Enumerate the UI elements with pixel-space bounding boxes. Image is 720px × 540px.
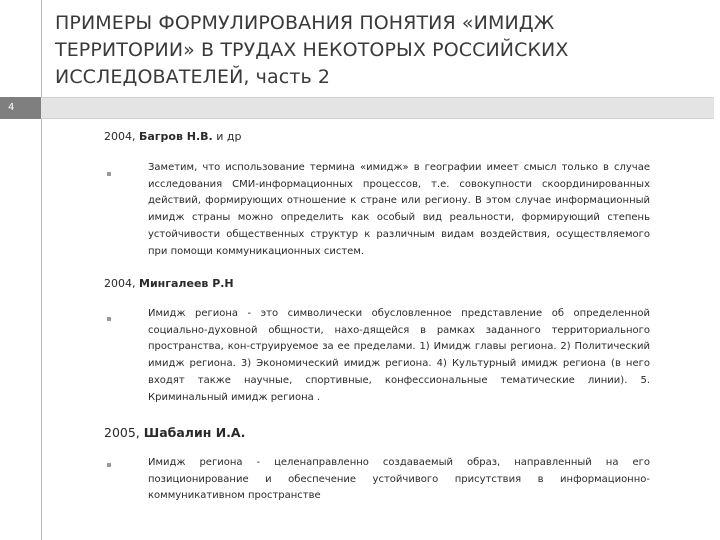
bullet-icon [107,463,111,467]
left-vertical-rule [41,0,42,540]
entry-author: Шабалин И.А. [143,425,246,440]
entry-year: 2004, [104,277,139,290]
entry-text: Заметим, что использование термина «имидж» в географии имеет смысл только в случае исследования СМИ-информационных процессов, т.е. совокупности скоординированных действий, формирующих отношение к стране или региону. В этом случае информационный имидж страны можно определить как особый вид реальности, формирующий степень устойчивости общественных структур к различным видам воздействия, осуществляемого при помощи коммуникационных систем. [148,162,650,257]
entry-year: 2005, [104,425,144,440]
band-bar [41,97,714,119]
slide-number-band [0,97,720,119]
bullet-icon [107,172,111,176]
entry-author: Багров Н.В. [139,130,213,143]
entry-text: Имидж региона - целенаправленно создаваемый образ, направленный на его позиционирование и обеспечение устойчивого присутствия в информационно-коммуникативном пространстве [148,457,650,502]
entry-suffix: и др [212,130,242,143]
slide-number: 4 [0,97,41,119]
entry-text: Имидж региона - это символически обусловленное представление об определенной социально-духовной общности, нахо-дящейся в рамках заданного территориального пространства, кон-струируемое за ее пределами. 1) Имидж главы региона. 2) Политический имидж региона. 3) Экономический имидж региона. 4) Культурный имидж региона (в него входят также научные, спортивные, конфессиональные тематические линии). 5. Криминальный имидж региона . [148,308,650,403]
entry-heading [104,130,241,143]
entry-author: Мингалеев Р.Н [139,277,234,290]
entry-heading [104,425,245,440]
entry-year: 2004, [104,130,139,143]
bullet-icon [107,317,111,321]
slide-title: ПРИМЕРЫ ФОРМУЛИРОВАНИЯ ПОНЯТИЯ «ИМИДЖ ТЕРРИТОРИИ» В ТРУДАХ НЕКОТОРЫХ РОССИЙСКИХ ИССЛЕДОВАТЕЛЕЙ, часть 2 [55,12,569,88]
entry-heading [104,277,234,290]
